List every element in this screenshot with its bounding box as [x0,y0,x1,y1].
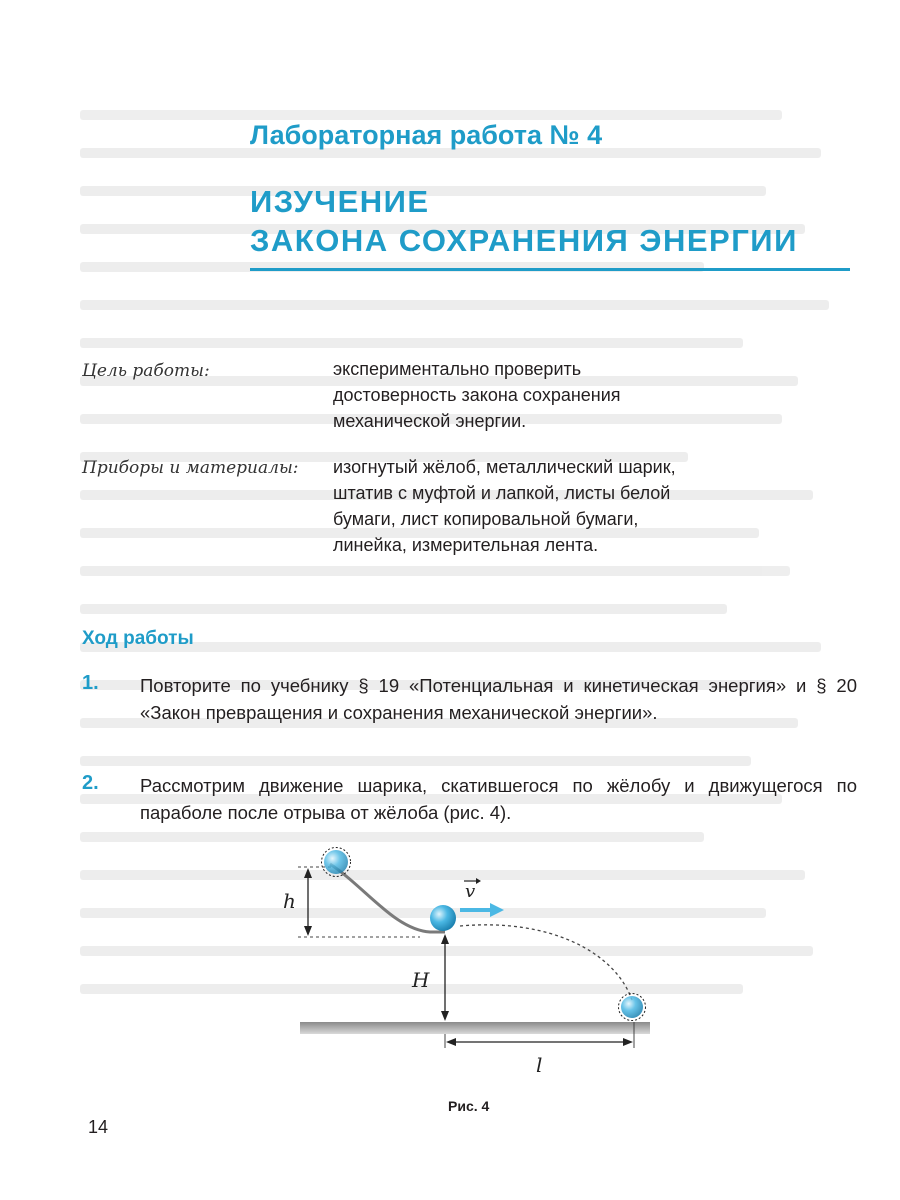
goal-label: Цель работы: [82,361,210,381]
goal-text [333,356,803,434]
page-number: 14 [88,1117,109,1137]
step-text: Рассмотрим движение шарика, скатившегося по жёлобу и движущегося по параболе после отрыва от жёлоба (рис. 4). [140,775,857,823]
ball-edge [430,905,456,931]
lab-title: Лабораторная работа № 4 [250,120,603,150]
label-v: v [465,881,476,902]
step-number: 2. [82,772,99,794]
main-title-line-1: ИЗУЧЕНИЕ [250,184,430,219]
equipment-line: штатив с муфтой и лапкой, листы белой [333,483,671,503]
ball-landing [621,996,643,1018]
goal-line: механической энергии. [333,411,527,431]
h-arrowhead-bottom [304,926,312,936]
main-title [250,182,798,260]
vector-bar-head [476,878,481,884]
equipment-label: Приборы и материалы: [82,458,299,478]
chute [330,864,445,932]
step-number: 1. [82,672,99,694]
figure-4 [270,842,670,1097]
H-arrowhead-top [441,934,449,944]
trajectory [460,925,632,1000]
label-H: H [412,968,430,992]
figure-4-drawing [270,842,670,1092]
goal-line: достоверность закона сохранения [333,385,621,405]
procedure-step-1 [82,672,857,726]
goal-line: экспериментально проверить [333,359,582,379]
procedure-title: Ход работы [82,628,194,649]
figure-caption: Рис. 4 [448,1098,490,1114]
label-l: l [536,1053,543,1077]
equipment-line: бумаги, лист копировальной бумаги, [333,509,639,529]
H-arrowhead-bottom [441,1011,449,1021]
main-title-line-2: ЗАКОНА СОХРАНЕНИЯ ЭНЕРГИИ [250,223,798,258]
procedure-step-2 [82,772,857,826]
l-arrowhead-left [446,1038,456,1046]
label-h: h [283,889,296,913]
ball-start [324,850,348,874]
equipment-line: изогнутый жёлоб, металлический шарик, [333,457,676,477]
equipment-line: линейка, измерительная лента. [333,535,599,555]
table-surface [300,1022,650,1034]
title-underline [250,268,850,271]
l-arrowhead-right [623,1038,633,1046]
velocity-arrowhead [490,903,504,917]
h-arrowhead-top [304,868,312,878]
step-text: Повторите по учебнику § 19 «Потенциальная и кинетическая энергия» и § 20 «Закон превращения и сохранения механической энергии». [140,675,857,723]
equipment-text [333,454,803,558]
